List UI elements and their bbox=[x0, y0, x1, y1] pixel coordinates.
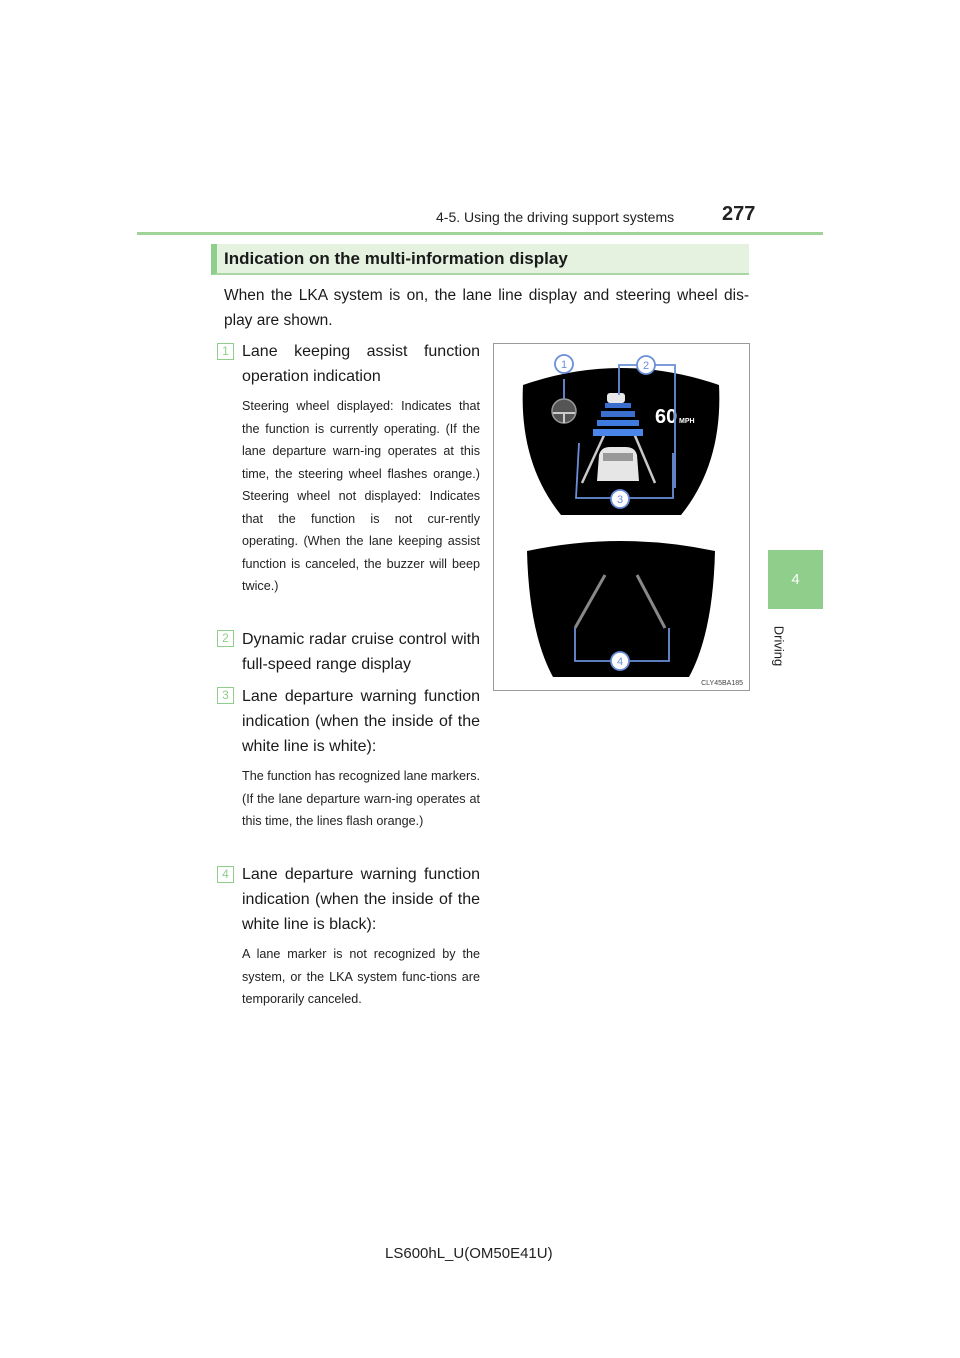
running-header: 4-5. Using the driving support systems bbox=[436, 209, 675, 225]
item-body-3: The function has recognized lane markers. (If the lane departure warn-ing operates at this time, the lines flash orange.) bbox=[242, 769, 481, 828]
page-number: 277 bbox=[722, 203, 756, 225]
chapter-tab: 4 bbox=[768, 550, 823, 609]
distance-bar-3 bbox=[597, 420, 639, 426]
item-title-3: Lane departure warning function indication (when the inside of the white line is white): bbox=[242, 688, 480, 755]
item-number-1: 1 bbox=[217, 343, 234, 360]
distance-bar-1 bbox=[605, 403, 631, 408]
section-heading bbox=[211, 244, 749, 275]
footer-model-code: LS600hL_U(OM50E41U) bbox=[385, 1245, 553, 1262]
item-title-4: Lane departure warning function indication (when the inside of the white line is black): bbox=[242, 866, 480, 933]
distance-bar-4 bbox=[593, 429, 643, 436]
intro-paragraph: When the LKA system is on, the lane line display and steering wheel dis-play are shown. bbox=[224, 287, 749, 329]
header-rule bbox=[137, 232, 823, 235]
speed-unit: MPH bbox=[679, 418, 695, 425]
figure-code: CLY45BA185 bbox=[701, 680, 743, 687]
section-heading-text: Indication on the multi-information display bbox=[224, 249, 568, 268]
callout-label-2: 2 bbox=[642, 360, 650, 372]
callout-label-3: 3 bbox=[616, 494, 624, 506]
item-number-3: 3 bbox=[217, 687, 234, 704]
chapter-label bbox=[769, 616, 789, 676]
item-number-4: 4 bbox=[217, 866, 234, 883]
item-number-2: 2 bbox=[217, 630, 234, 647]
chapter-label-text: Driving bbox=[771, 625, 787, 667]
distance-bar-2 bbox=[601, 411, 635, 417]
item-body-1: Steering wheel displayed: Indicates that the function is currently operating. (If the lane departure warn-ing operates at this time, the steering wheel flashes orange.) Steering wheel not displayed: Indicates that the function is not cur-rently operating. (When the lane keeping assist function is canceled, the buzzer will beep twice.) bbox=[242, 399, 480, 593]
item-title-2: Dynamic radar cruise control with full-speed range display bbox=[242, 631, 480, 673]
display-figure bbox=[493, 343, 750, 691]
speed-value: 60 bbox=[655, 406, 678, 428]
item-body-4: A lane marker is not recognized by the system, or the LKA system func-tions are temporarily canceled. bbox=[242, 947, 480, 1006]
preceding-vehicle-icon bbox=[607, 393, 625, 403]
callout-label-1: 1 bbox=[560, 359, 568, 371]
own-vehicle-window bbox=[603, 453, 633, 461]
callout-label-4: 4 bbox=[616, 656, 624, 668]
own-vehicle-icon bbox=[597, 447, 639, 481]
item-title-1: Lane keeping assist function operation indication bbox=[242, 343, 480, 385]
